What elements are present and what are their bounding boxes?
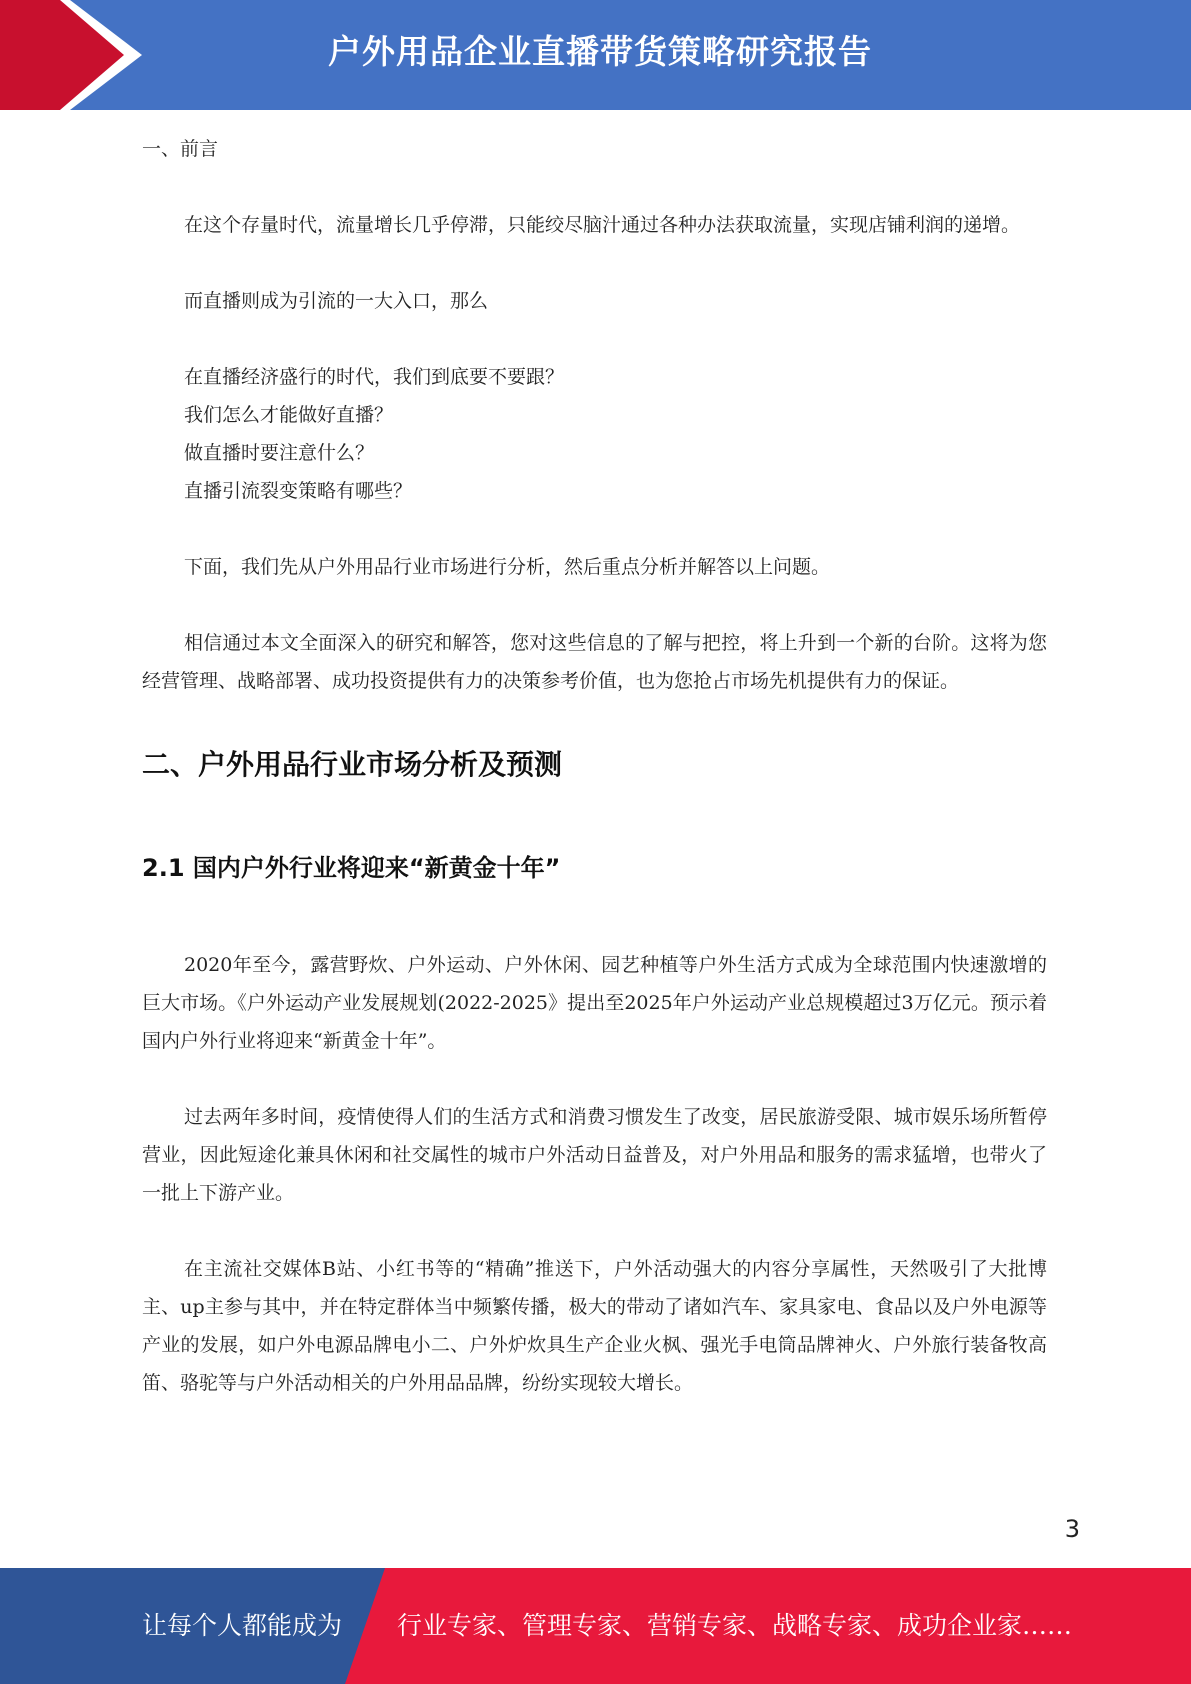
- intro-paragraph-3: 下面，我们先从户外用品行业市场进行分析，然后重点分析并解答以上问题。: [184, 556, 831, 578]
- question-item: 做直播时要注意什么？: [184, 442, 375, 464]
- question-item: 在直播经济盛行的时代，我们到底要不要跟？: [184, 366, 565, 388]
- question-item: 我们怎么才能做好直播？: [184, 404, 394, 426]
- footer-slogan: 让每个人都能成为: [142, 1611, 343, 1640]
- subsection-heading: 2.1 国内户外行业将迎来“新黄金十年”: [142, 854, 561, 882]
- intro-paragraph-2: 而直播则成为引流的一大入口，那么: [184, 290, 489, 312]
- footer-roles: 行业专家、管理专家、营销专家、战略专家、成功企业家……: [397, 1611, 1073, 1640]
- document-body: [142, 120, 1047, 1402]
- section-heading: 二、户外用品行业市场分析及预测: [142, 748, 563, 781]
- section-paragraph-1: 2020年至今，露营野炊、户外运动、户外休闲、园艺种植等户外生活方式成为全球范围内快速激增的巨大市场。《户外运动产业发展规划(2022-2025》提出至2025年户外运动产业总规模超过3万亿元。预示着国内户外行业将迎来“新黄金十年”。: [142, 954, 1047, 1052]
- page-number: 3: [1064, 1515, 1080, 1543]
- section-paragraph-2: 过去两年多时间，疫情使得人们的生活方式和消费习惯发生了改变，居民旅游受限、城市娱乐场所暂停营业，因此短途化兼具休闲和社交属性的城市户外活动日益普及，对户外用品和服务的需求猛增，也带火了一批上下游产业。: [142, 1106, 1047, 1204]
- intro-paragraph-4: 相信通过本文全面深入的研究和解答，您对这些信息的了解与把控，将上升到一个新的台阶。这将为您经营管理、战略部署、成功投资提供有力的决策参考价值，也为您抢占市场先机提供有力的保证。: [142, 632, 1047, 692]
- intro-heading: 一、前言: [142, 138, 219, 160]
- question-list: [142, 358, 1047, 510]
- page-header: [0, 0, 1191, 110]
- section-paragraph-3: 在主流社交媒体B站、小红书等的“精确”推送下，户外活动强大的内容分享属性，天然吸引了大批博主、up主参与其中，并在特定群体当中频繁传播，极大的带动了诸如汽车、家具家电、食品以及户外电源等产业的发展，如户外电源品牌电小二、户外炉炊具生产企业火枫、强光手电筒品牌神火、户外旅行装备牧高笛、骆驼等与户外活动相关的户外用品品牌，纷纷实现较大增长。: [142, 1258, 1047, 1394]
- intro-paragraph-1: 在这个存量时代，流量增长几乎停滞，只能绞尽脑汁通过各种办法获取流量，实现店铺利润的递增。: [184, 214, 1021, 236]
- question-item: 直播引流裂变策略有哪些？: [184, 480, 413, 502]
- report-title: 户外用品企业直播带货策略研究报告: [328, 32, 872, 71]
- page-footer: [0, 1568, 1191, 1684]
